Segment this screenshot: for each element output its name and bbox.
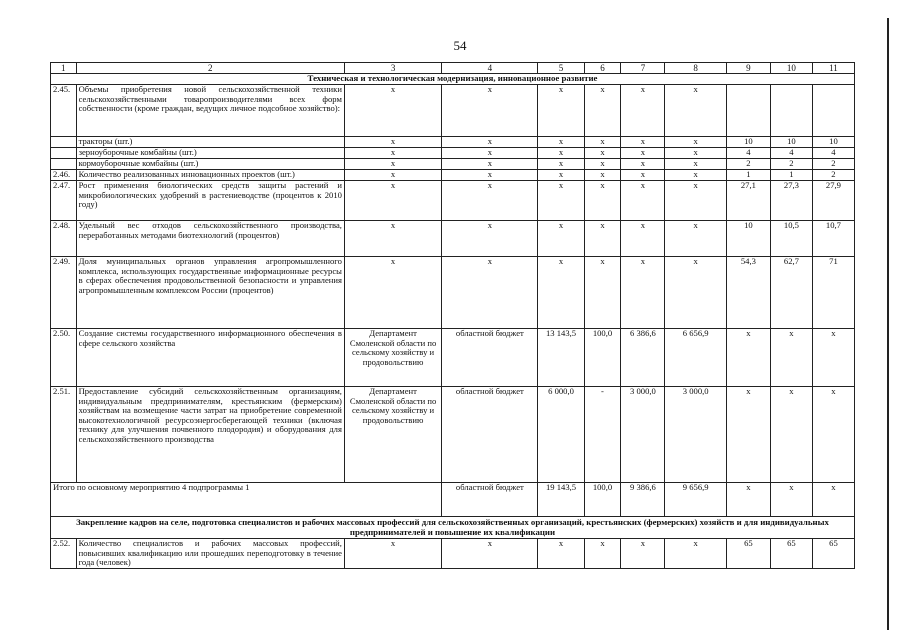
row-number [51, 136, 77, 147]
table-row [51, 180, 855, 220]
cell: x [665, 538, 726, 568]
cell: x [442, 147, 538, 158]
row-number: 2.51. [51, 386, 77, 482]
cell [812, 84, 854, 136]
cell: 27,3 [770, 180, 812, 220]
row-number: 2.48. [51, 220, 77, 256]
cell: x [344, 180, 441, 220]
cell: 6 000,0 [538, 386, 584, 482]
table-row [51, 147, 855, 158]
cell: 2 [770, 158, 812, 169]
cell: x [584, 84, 621, 136]
cell: x [621, 256, 665, 328]
page-number: 54 [453, 38, 467, 53]
cell: x [770, 328, 812, 386]
cell: x [344, 158, 441, 169]
cell: 27,1 [726, 180, 770, 220]
cell: x [665, 220, 726, 256]
row-text: Количество реализованных инновационных проектов (шт.) [76, 169, 344, 180]
cell: x [442, 220, 538, 256]
cell: x [665, 147, 726, 158]
cell: 2 [812, 158, 854, 169]
row-number: 2.46. [51, 169, 77, 180]
cell: 1 [770, 169, 812, 180]
total-label: Итого по основному мероприятию 4 подпрограммы 1 [51, 482, 442, 516]
cell: x [584, 158, 621, 169]
cell: 10 [812, 136, 854, 147]
table-row [51, 84, 855, 136]
cell: 10 [770, 136, 812, 147]
cell: x [344, 136, 441, 147]
table-row [51, 136, 855, 147]
cell: 2 [726, 158, 770, 169]
row-number: 2.52. [51, 538, 77, 568]
cell: x [584, 147, 621, 158]
cell: x [584, 136, 621, 147]
cell: 65 [770, 538, 812, 568]
cell: x [538, 538, 584, 568]
row-number [51, 147, 77, 158]
section-title: Техническая и технологическая модернизация, инновационное развитие [51, 74, 855, 85]
row-text: Рост применения биологических средств защиты растений и микробиологических удобрений в растениеводстве (процентов к 2010 году) [76, 180, 344, 220]
row-text: Количество специалистов и рабочих массовых профессий, повысивших квалификацию или прошедших переподготовку в течение года (человек) [76, 538, 344, 568]
cell [770, 84, 812, 136]
cell: 6 386,6 [621, 328, 665, 386]
header-cell: 1 [51, 63, 77, 74]
row-number: 2.49. [51, 256, 77, 328]
cell: 10,7 [812, 220, 854, 256]
cell: 100,0 [584, 328, 621, 386]
cell: 4 [812, 147, 854, 158]
cell: 19 143,5 [538, 482, 584, 516]
cell: x [538, 220, 584, 256]
cell: x [621, 220, 665, 256]
cell: x [442, 256, 538, 328]
cell: x [770, 386, 812, 482]
row-text: кормоуборочные комбайны (шт.) [76, 158, 344, 169]
cell [726, 84, 770, 136]
table-row [51, 386, 855, 482]
cell: x [344, 169, 441, 180]
table-row [51, 538, 855, 568]
cell: 9 386,6 [621, 482, 665, 516]
cell: x [584, 256, 621, 328]
cell: x [538, 158, 584, 169]
cell: 4 [770, 147, 812, 158]
header-cell: 4 [442, 63, 538, 74]
cell: x [584, 538, 621, 568]
row-number: 2.50. [51, 328, 77, 386]
cell: областной бюджет [442, 482, 538, 516]
table-row [51, 158, 855, 169]
cell: Департамент Смоленской области по сельскому хозяйству и продовольствию [344, 328, 441, 386]
cell: x [442, 169, 538, 180]
cell: x [538, 169, 584, 180]
header-cell: 7 [621, 63, 665, 74]
cell: x [665, 84, 726, 136]
cell: x [621, 147, 665, 158]
cell: x [344, 256, 441, 328]
header-cell: 5 [538, 63, 584, 74]
cell: областной бюджет [442, 328, 538, 386]
cell: областной бюджет [442, 386, 538, 482]
cell: x [344, 220, 441, 256]
cell: x [344, 538, 441, 568]
cell: x [621, 180, 665, 220]
cell: x [621, 158, 665, 169]
cell: - [584, 386, 621, 482]
table-row [51, 220, 855, 256]
cell: 13 143,5 [538, 328, 584, 386]
cell: x [442, 158, 538, 169]
cell: 4 [726, 147, 770, 158]
cell: x [442, 136, 538, 147]
header-cell: 10 [770, 63, 812, 74]
cell: x [538, 84, 584, 136]
cell: x [812, 386, 854, 482]
total-row [51, 482, 855, 516]
cell: x [621, 169, 665, 180]
cell: x [538, 136, 584, 147]
cell: x [770, 482, 812, 516]
cell: x [726, 386, 770, 482]
cell: 65 [812, 538, 854, 568]
cell: x [442, 84, 538, 136]
row-number [51, 158, 77, 169]
cell: x [665, 158, 726, 169]
cell: 6 656,9 [665, 328, 726, 386]
cell: x [442, 180, 538, 220]
program-table [50, 62, 855, 569]
section-title: Закрепление кадров на селе, подготовка специалистов и рабочих массовых профессий для сельскохозяйственных организаций, крестьянских (фермерских) хозяйств и для индивидуальных предпринимателей и повышение их квалификации [51, 516, 855, 538]
cell: x [538, 147, 584, 158]
row-text: Создание системы государственного информационного обеспечения в сфере сельского хозяйства [76, 328, 344, 386]
cell: 10 [726, 136, 770, 147]
cell: x [665, 256, 726, 328]
row-text: Удельный вес отходов сельскохозяйственного производства, переработанных методами биотехнологий (процентов) [76, 220, 344, 256]
cell: 9 656,9 [665, 482, 726, 516]
cell: 3 000,0 [665, 386, 726, 482]
cell: 100,0 [584, 482, 621, 516]
header-cell: 2 [76, 63, 344, 74]
row-number: 2.45. [51, 84, 77, 136]
row-text: Доля муниципальных органов управления агропромышленного комплекса, использующих государственные информационные ресурсы в сферах обеспечения продовольственной безопасности и управления агропромышленным комплексом России (процентов) [76, 256, 344, 328]
cell: x [584, 169, 621, 180]
cell: x [621, 136, 665, 147]
cell: x [726, 482, 770, 516]
section-row [51, 74, 855, 85]
cell: x [812, 328, 854, 386]
cell: x [344, 84, 441, 136]
cell: x [665, 136, 726, 147]
cell: x [538, 256, 584, 328]
cell: 62,7 [770, 256, 812, 328]
cell: 65 [726, 538, 770, 568]
cell: x [812, 482, 854, 516]
row-text: Объемы приобретения новой сельскохозяйственной техники сельскохозяйственными товаропроизводителями всех форм собственности (кроме граждан, ведущих личное подсобное хозяйство): [76, 84, 344, 136]
table-row [51, 256, 855, 328]
header-cell: 3 [344, 63, 441, 74]
cell: x [665, 180, 726, 220]
section-row [51, 516, 855, 538]
header-cell: 6 [584, 63, 621, 74]
cell: x [442, 538, 538, 568]
row-text: Предоставление субсидий сельскохозяйственным организациям, индивидуальным предпринимателям, крестьянским (фермерским) хозяйствам на возмещение части затрат на приобретение современной высокотехнологичной ресурсоэнергосберегающей техники (включая технику для улучшения почвенного плодородия) и оборудования для сельскохозяйственного производства [76, 386, 344, 482]
cell: x [665, 169, 726, 180]
margin-line [887, 18, 889, 630]
cell: x [584, 180, 621, 220]
cell: x [621, 84, 665, 136]
cell: x [538, 180, 584, 220]
cell: 10 [726, 220, 770, 256]
cell: x [344, 147, 441, 158]
cell: 1 [726, 169, 770, 180]
cell: Департамент Смоленской области по сельскому хозяйству и продовольствию [344, 386, 441, 482]
cell: 3 000,0 [621, 386, 665, 482]
header-cell: 8 [665, 63, 726, 74]
row-number: 2.47. [51, 180, 77, 220]
cell: 71 [812, 256, 854, 328]
header-cell: 11 [812, 63, 854, 74]
cell: 10,5 [770, 220, 812, 256]
cell: 54,3 [726, 256, 770, 328]
cell: 27,9 [812, 180, 854, 220]
row-text: зерноуборочные комбайны (шт.) [76, 147, 344, 158]
header-row [51, 63, 855, 74]
cell: x [726, 328, 770, 386]
cell: x [621, 538, 665, 568]
table-row [51, 169, 855, 180]
cell: x [584, 220, 621, 256]
header-cell: 9 [726, 63, 770, 74]
cell: 2 [812, 169, 854, 180]
table-row [51, 328, 855, 386]
row-text: тракторы (шт.) [76, 136, 344, 147]
